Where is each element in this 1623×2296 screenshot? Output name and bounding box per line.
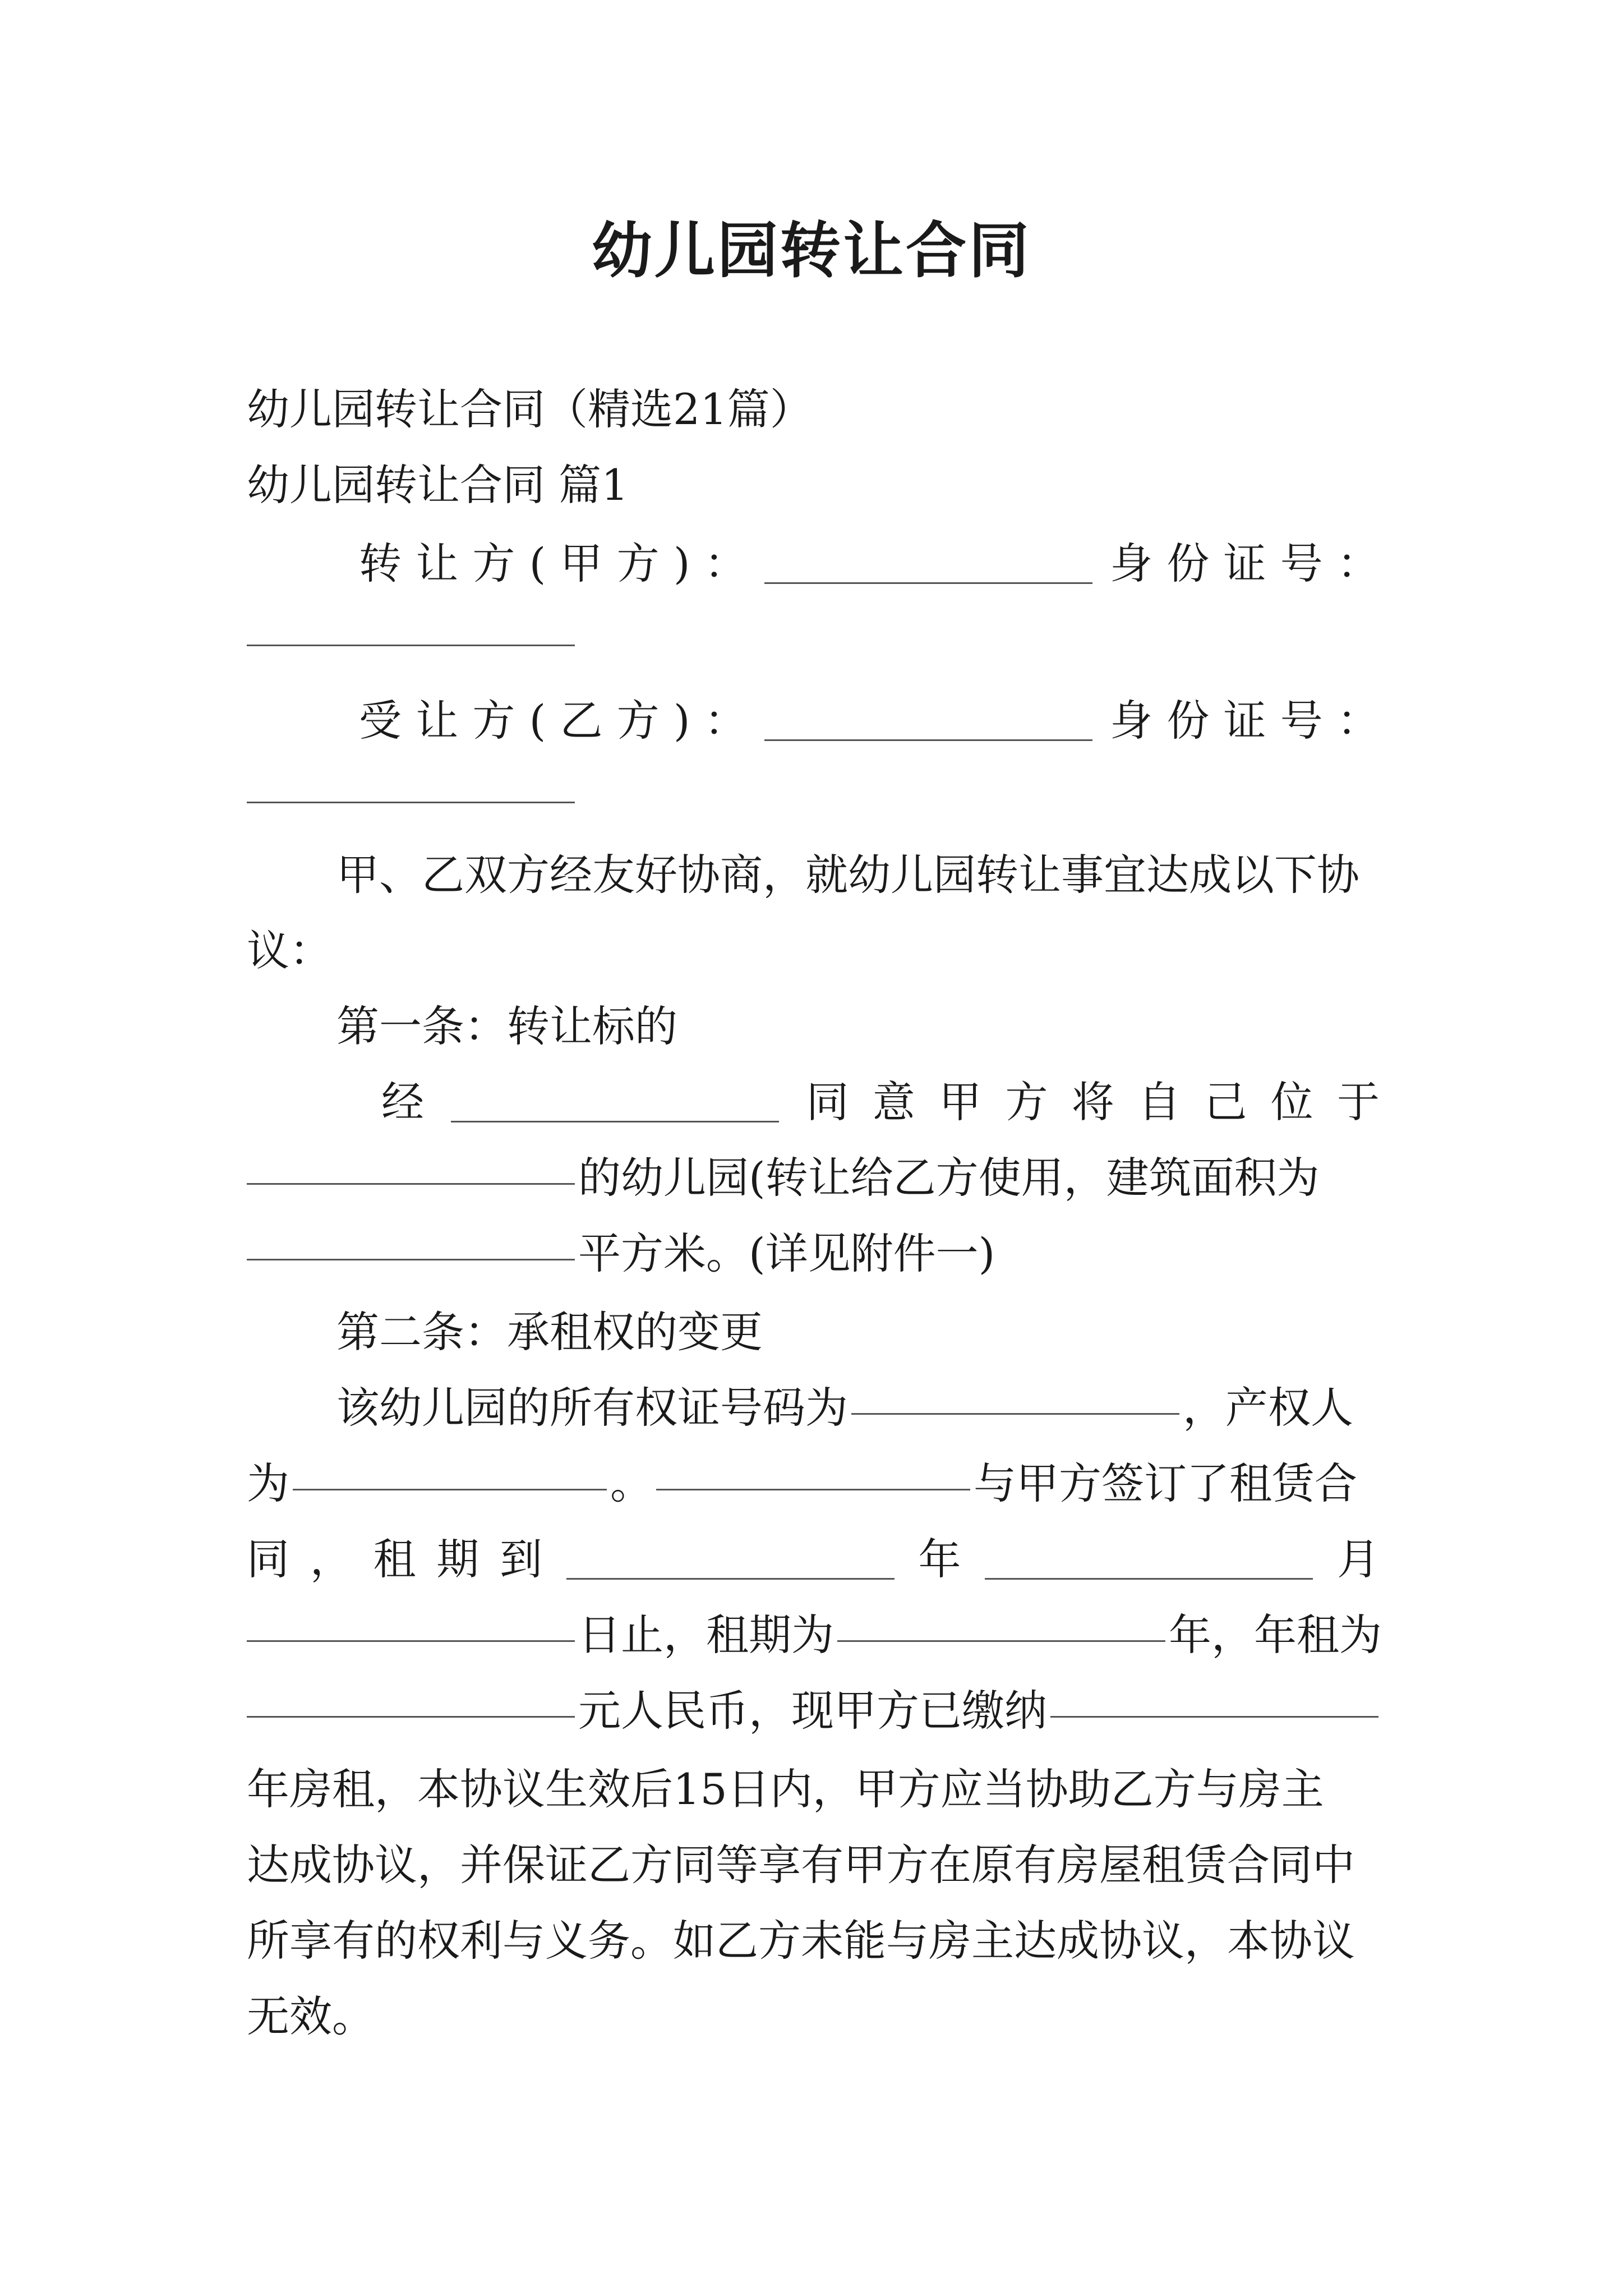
party-b-id-row (247, 769, 578, 825)
lease-end-month-blank[interactable] (985, 1576, 1313, 1580)
article-1-heading: 第一条：转让标的 (336, 1001, 677, 1051)
lease-end-year-blank[interactable] (566, 1576, 895, 1580)
party-a-id-row (247, 611, 578, 668)
ownership-cert-blank[interactable] (851, 1411, 1179, 1415)
article-2-line-9: 无效。 (247, 1991, 375, 2041)
article-2-line-3: 同 ， 租 期 到 年 月 (247, 1534, 1380, 1584)
subtitle: 幼儿园转让合同（精选21篇） (247, 384, 813, 434)
intro-line-2: 议： (247, 926, 332, 976)
article-2-line-4: 日止，租期为 年，年租为 (247, 1607, 1382, 1663)
article-2-line-7: 达成协议，并保证乙方同等享有甲方在原有房屋租赁合同中 (247, 1840, 1355, 1890)
lease-end-day-blank[interactable] (247, 1638, 575, 1642)
intro-line-1: 甲、乙双方经友好协商，就幼儿园转让事宜达成以下协 (336, 850, 1359, 900)
paid-years-blank[interactable] (1050, 1714, 1378, 1718)
approver-blank[interactable] (451, 1119, 779, 1122)
article-2-line-8: 所享有的权利与义务。如乙方未能与房主达成协议，本协议 (247, 1916, 1355, 1966)
article-1-line-3: 平方米。(详见附件一) (247, 1226, 995, 1282)
part-heading: 幼儿园转让合同 篇1 (247, 460, 629, 510)
article-2-line-5: 元人民币，现甲方已缴纳 (247, 1683, 1382, 1739)
article-2-line-6: 年房租，本协议生效后15日内，甲方应当协助乙方与房主 (247, 1764, 1324, 1814)
article-2-line-2: 为 。 与甲方签订了租赁合 (247, 1458, 1357, 1508)
party-b-name-blank[interactable] (764, 737, 1092, 741)
page-title: 幼儿园转让合同 (591, 215, 1031, 286)
area-blank[interactable] (247, 1257, 575, 1260)
party-b-row: 受 让 方 ( 乙 方 ) ： 身 份 证 号 ： (359, 696, 1380, 746)
article-1-line-1: 经 同 意 甲 方 将 自 己 位 于 (381, 1077, 1380, 1127)
annual-rent-blank[interactable] (247, 1714, 575, 1718)
location-blank[interactable] (247, 1181, 575, 1185)
party-a-name-blank[interactable] (764, 580, 1092, 584)
lease-term-blank[interactable] (837, 1638, 1165, 1642)
party-a-id-blank[interactable] (247, 642, 575, 646)
article-1-line-2: 的幼儿园(转让给乙方使用，建筑面积为 (247, 1150, 1320, 1206)
party-a-row: 转 让 方 ( 甲 方 ) ： 身 份 证 号 ： (359, 539, 1380, 588)
lessor-blank[interactable] (656, 1487, 970, 1490)
owner-blank[interactable] (293, 1487, 607, 1490)
party-b-id-blank[interactable] (247, 799, 575, 803)
article-2-heading: 第二条：承租权的变更 (336, 1307, 763, 1357)
article-2-line-1: 该幼儿园的所有权证号码为 ，产权人 (336, 1383, 1353, 1433)
